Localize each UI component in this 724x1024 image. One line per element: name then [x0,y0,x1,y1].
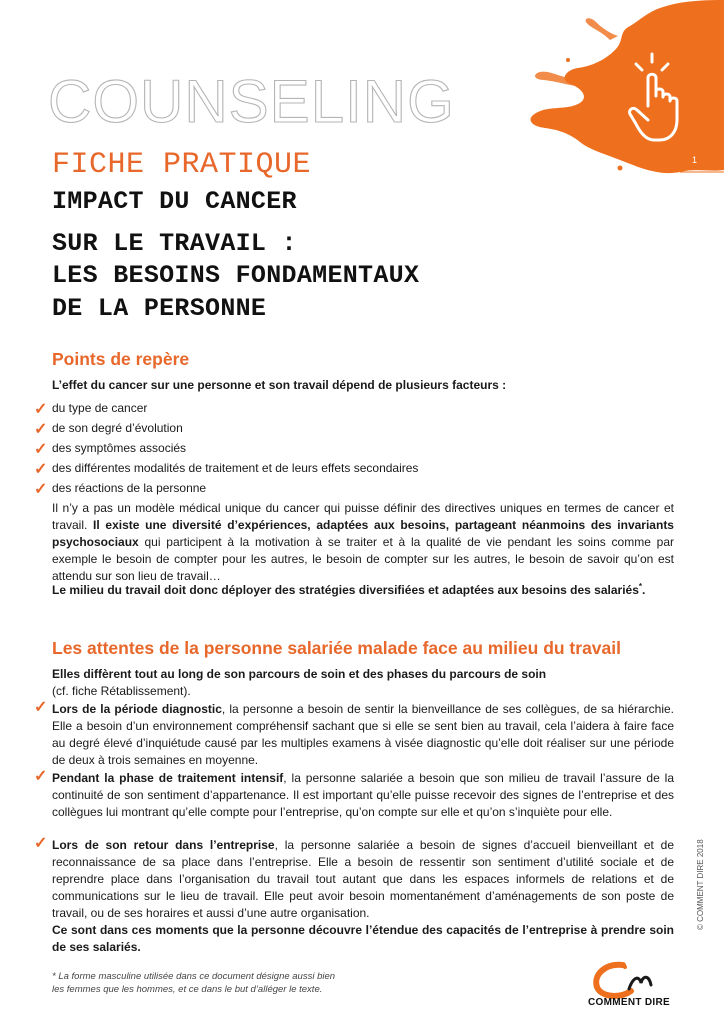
checkmark-icon: ✓ [34,461,48,478]
list-item: ✓ Lors de la période diagnostic, la personne a besoin de sentir la bienveillance de ses collègues, de sa hiérarchie. Elle a besoin d’un environnement compréhensif sachant que si elle se sent bien au travail, cela l’aidera à faire face au degré élevé d’inquiétude causé par les multiples examens à visée diagnostic qu’elle doit réaliser sur une période de deux à trois semaines en moyenne. [34,699,674,767]
title-line-4: DE LA PERSONNE [52,294,267,323]
checkmark-icon: ✓ [34,699,48,716]
list-item: ✓ des symptômes associés [34,441,187,458]
counseling-heading: COUNSELING [48,68,455,135]
list-item: ✓ Pendant la phase de traitement intensif, la personne salariée a besoin que son milieu de travail l’assure de la continuité de son sentiment d’appartenance. Il est important qu’elle puisse recevoir des signes de l’entreprise et des collègues lui montrant qu’elle compte pour l’entreprise, qu’on compte sur elle et qu’on s’inquiète pour elle. [34,768,675,819]
footnote-line-2: les femmes que les hommes, et ce dans le but d’alléger le texte. [52,984,323,995]
list-item: ✓ des différentes modalités de traitement et de leurs effets secondaires [34,461,419,478]
section1-paragraph: Il n’y a pas un modèle médical unique du cancer qui puisse définir des directives uniques en termes de cancer et travail. Il existe une diversité d’expériences, adaptées aux besoins, partageant néanmoins des invariants psychosociaux qui participent à la motivation à se traiter et à la qualité de vie pendant les soins comme par exemple le besoin de compter pour les autres, le besoin de compter sur les autres, le besoin de savoir qu’on est attendu sur son lieu de travail… [52,501,674,583]
section1-conclusion: Le milieu du travail doit donc déployer des stratégies diversifiées et adaptées aux besoins des salariés*. [52,582,646,597]
list-item: ✓ des réactions de la personne [34,481,207,498]
checkmark-icon: ✓ [34,401,48,418]
logo-wordmark: COMMENT DIRE [588,997,670,1008]
fiche-pratique-label: FICHE PRATIQUE [52,148,312,182]
section-heading-points-de-repere: Points de repère [52,349,190,369]
checkmark-icon: ✓ [34,835,48,852]
section-heading-attentes: Les attentes de la personne salariée malade face au milieu du travail [52,638,621,658]
title-line-3: LES BESOINS FONDAMENTAUX [52,261,420,290]
title-line-1: IMPACT DU CANCER [52,187,297,216]
page-number: 1 [692,155,698,165]
checkmark-icon: ✓ [34,768,48,785]
section1-intro: L’effet du cancer sur une personne et son travail dépend de plusieurs facteurs : [52,378,507,392]
section2-intro: Elles diffèrent tout au long de son parcours de soin et des phases du parcours de soin [52,667,547,681]
section2-reference: (cf. fiche Rétablissement). [52,684,191,698]
checkmark-icon: ✓ [34,421,48,438]
list-item: ✓ Lors de son retour dans l’entreprise, la personne salariée a besoin de signes d’accueil bienveillant et de reconnaissance de sa place dans l’entreprise. Elle a besoin de ressentir son sentiment d’utilité sociale et de reprendre place dans l’organisation du travail tout autant que dans les espaces informels de relations et de communications sur le lieu de travail. Elle peut avoir besoin momentanément d’aménagements de son poste de travail, ou de ses horaires et aussi d’une autre organisation. [34,835,674,920]
checkmark-icon: ✓ [34,441,48,458]
checkmark-icon: ✓ [34,481,48,498]
copyright-text: © COMMENT DIRE 2018 [696,839,705,930]
orange-brush-splash [520,0,724,180]
title-line-2: SUR LE TRAVAIL : [52,229,297,258]
list-item: ✓ du type de cancer [34,401,148,418]
footnote-line-1: * La forme masculine utilisée dans ce document désigne aussi bien [52,971,336,982]
section2-conclusion: Ce sont dans ces moments que la personne découvre l’étendue des capacités de l’entreprise à prendre soin de ses salariés. [52,923,674,954]
list-item: ✓ de son degré d’évolution [34,421,183,438]
